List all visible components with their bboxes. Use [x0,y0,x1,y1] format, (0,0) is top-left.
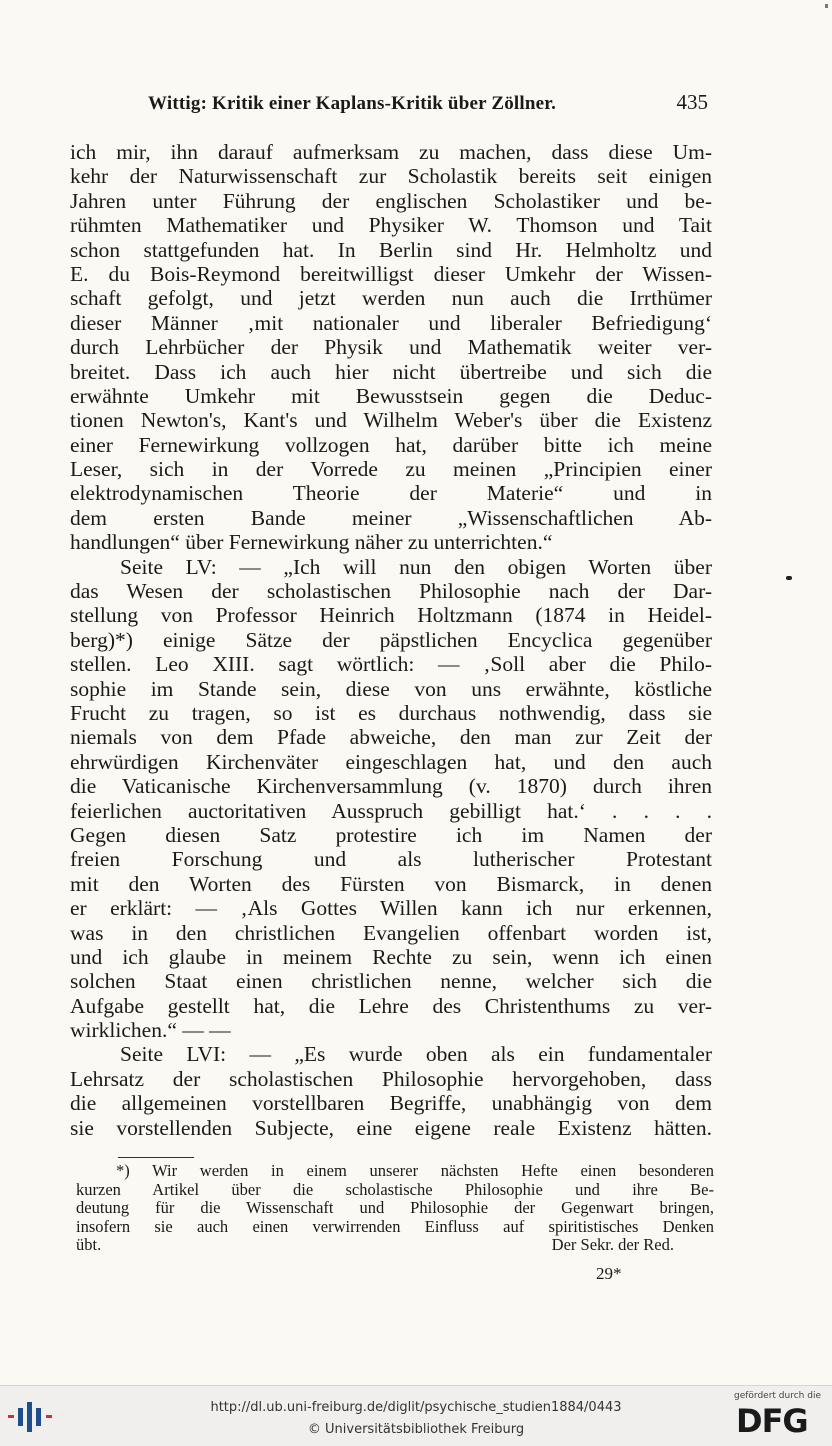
body-text [70,140,712,1140]
text-line: er erklärt: — ‚Als Gottes Willen kann ich nur erkennen, [70,896,712,921]
signature-mark: 29* [596,1264,622,1283]
dfg-caption: gefördert durch die [734,1391,821,1401]
text-line: tionen Newton's, Kant's und Wilhelm Weber's über die Existenz [70,408,712,433]
text-line: schaft gefolgt, und jetzt werden nun auch die Irrthümer [70,286,712,311]
text-line: berg)*) einige Sätze der päpstlichen Encyclica gegenüber [70,627,712,652]
text-line: die allgemeinen vorstellbaren Begriffe, unabhängig von dem [70,1091,712,1116]
text-line: stellen. Leo XIII. sagt wörtlich: — ‚Soll aber die Philo- [70,652,712,677]
footnote-line: *) Wir werden in einem unserer nächsten Hefte einen besonderen [116,1162,714,1180]
source-url[interactable]: http://dl.ub.uni-freiburg.de/diglit/psychische_studien1884/0443 [210,1400,622,1415]
footnote [76,1162,714,1255]
footnote-line: kurzen Artikel über die scholastische Philosophie und ihre Be- [76,1180,714,1199]
text-line: schon stattgefunden hat. In Berlin sind Hr. Helmholtz und [70,237,712,262]
footnote-rule [118,1157,194,1158]
text-line: kehr der Naturwissenschaft zur Scholastik bereits seit einigen [70,164,712,189]
scan-mark [825,4,828,8]
text-line: die Vaticanische Kirchenversammlung (v. 1870) durch ihren [70,774,712,799]
text-line: Seite LVI: — „Es wurde oben als ein fundamentaler [120,1042,712,1067]
text-line: das Wesen der scholastischen Philosophie nach der Dar- [70,579,712,604]
footnote-last-line [76,1236,714,1255]
text-line: wirklichen.“ — — [70,1018,231,1043]
footnote-line: insofern sie auch einen verwirrenden Einfluss auf spiritistisches Denken [76,1217,714,1236]
text-line: feierlichen auctoritativen Ausspruch gebilligt hat.‘ . . . . [70,798,712,823]
text-line: mit den Worten des Fürsten von Bismarck, in denen [70,871,712,896]
text-line: Frucht zu tragen, so ist es durchaus nothwendig, dass sie [70,700,712,725]
copyright-notice: © Universitätsbibliothek Freiburg [307,1422,525,1437]
text-line: Leser, sich in der Vorrede zu meinen „Principien einer [70,457,712,482]
text-line: dem ersten Bande meiner „Wissenschaftlichen Ab- [70,505,712,530]
text-line: erwähnte Umkehr mit Bewusstsein gegen die Deduc- [70,383,712,408]
text-line: freien Forschung und als lutherischer Protestant [70,847,712,872]
text-line: durch Lehrbücher der Physik und Mathematik weiter ver- [70,335,712,360]
text-line: solchen Staat einen christlichen nenne, welcher sich die [70,969,712,994]
running-header [148,90,708,120]
text-line: breitet. Dass ich auch hier nicht übertreibe und sich die [70,359,712,384]
ink-speck [786,576,792,580]
text-line: Gegen diesen Satz protestire ich im Namen der [70,822,712,847]
text-line: ich mir, ihn darauf aufmerksam zu machen, dass diese Um- [70,140,712,164]
text-line: ehrwürdigen Kirchenväter eingeschlagen hat, und den auch [70,749,712,774]
text-line: Aufgabe gestellt hat, die Lehre des Christenthums zu ver- [70,993,712,1018]
text-line: Jahren unter Führung der englischen Scholastiker und be- [70,188,712,213]
text-line: sie vorstellenden Subjecte, eine eigene reale Existenz hätten. [70,1115,712,1140]
text-line: sophie im Stande sein, diese von uns erwähnte, köstliche [70,676,712,701]
running-title: Wittig: Kritik einer Kaplans-Kritik über Zöllner. [148,93,557,114]
text-line: rühmten Mathematiker und Physiker W. Thomson und Tait [70,213,712,238]
footnote-attribution: Der Sekr. der Red. [551,1236,674,1255]
footnote-line: deutung für die Wissenschaft und Philosophie der Gegenwart bringen, [76,1199,714,1218]
text-line: handlungen“ über Fernewirkung näher zu unterrichten.“ [70,530,553,555]
dfg-logo-icon: DFG [736,1402,808,1440]
text-line: dieser Männer ‚mit nationaler und liberaler Befriedigung‘ [70,310,712,335]
page-number: 435 [676,90,708,114]
text-line: einer Fernewirkung vollzogen hat, darüber bitte ich meine [70,432,712,457]
footnote-end: übt. [76,1236,102,1255]
text-line: was in den christlichen Evangelien offenbart worden ist, [70,920,712,945]
text-line: elektrodynamischen Theorie der Materie“ und in [70,481,712,506]
text-line: Lehrsatz der scholastischen Philosophie hervorgehoben, dass [70,1066,712,1091]
text-line: E. du Bois-Reymond bereitwilligst dieser Umkehr der Wissen- [70,261,712,286]
viewer-footer-bar [0,1385,832,1446]
text-line: niemals von dem Pfade abweiche, den man zur Zeit der [70,725,712,750]
text-line: Seite LV: — „Ich will nun den obigen Worten über [120,554,712,579]
text-line: stellung von Professor Heinrich Holtzmann (1874 in Heidel- [70,603,712,628]
text-line: und ich glaube in meinem Rechte zu sein, wenn ich einen [70,944,712,969]
